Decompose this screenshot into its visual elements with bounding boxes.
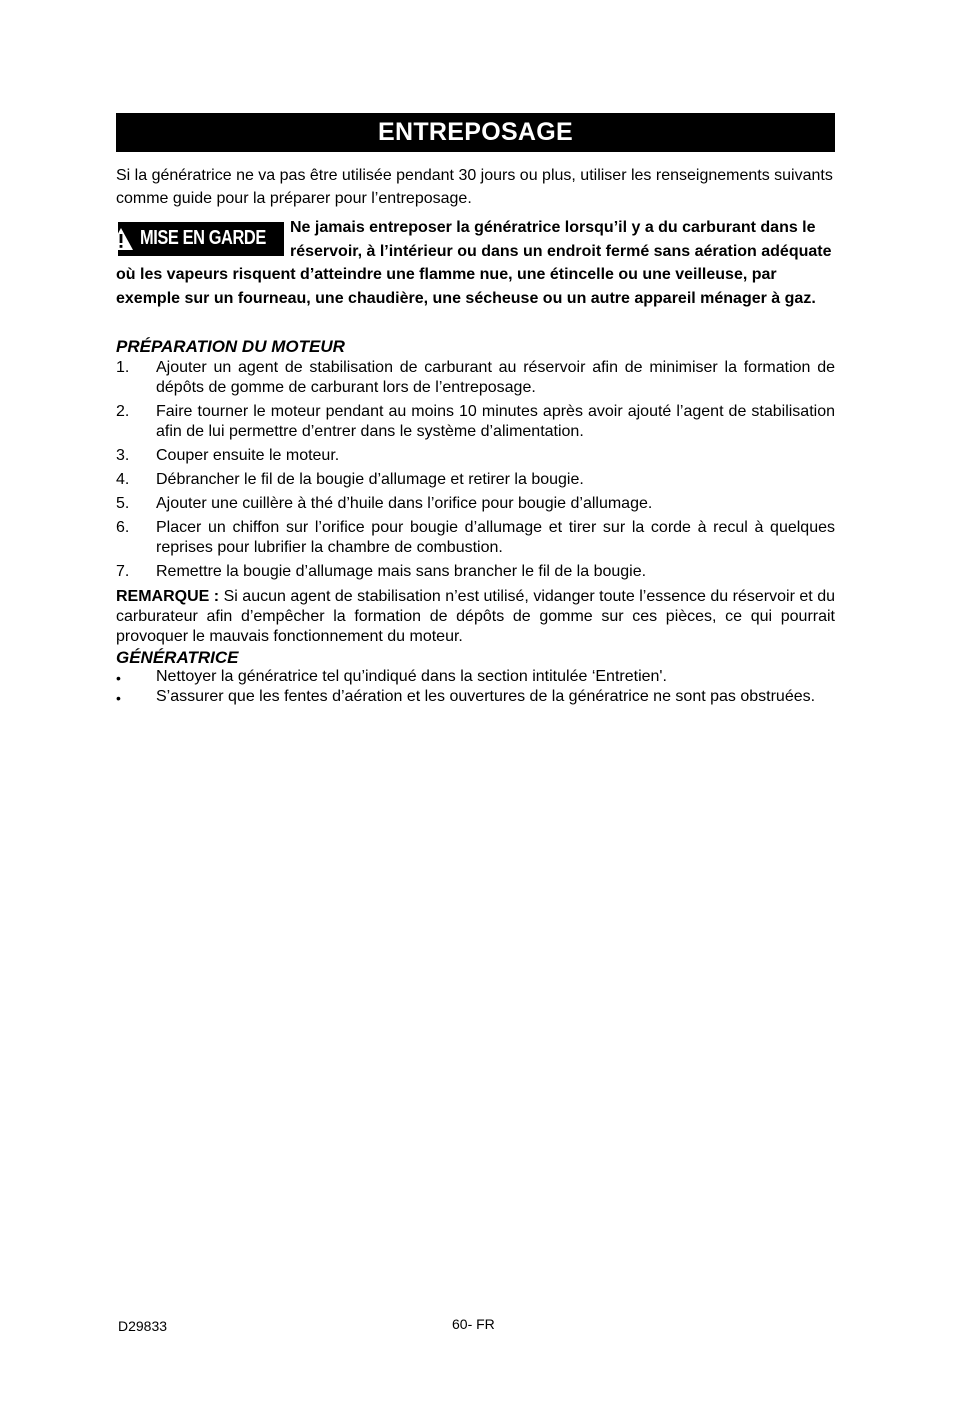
generator-bullets bbox=[116, 669, 835, 707]
note-text: Si aucun agent de stabilisation n’est utilisé, vidanger toute l’essence du réservoir et du carburateur afin d’empêcher la formation de dépôts de gomme sur ces pièces, ce qui pourrait provoquer le mauvais fonctionnement du moteur. bbox=[116, 588, 835, 645]
step-number: 1. bbox=[116, 359, 130, 376]
note-paragraph bbox=[116, 587, 835, 647]
step-number: 6. bbox=[116, 519, 130, 536]
list-item bbox=[116, 358, 835, 398]
engine-prep-steps bbox=[116, 358, 835, 582]
step-number: 7. bbox=[116, 563, 130, 580]
page-title: ENTREPOSAGE bbox=[378, 118, 573, 146]
list-item bbox=[116, 494, 835, 514]
step-text: Ajouter un agent de stabilisation de carburant au réservoir afin de minimiser la formation de dépôts de gomme de carburant lors de l’entreposage. bbox=[156, 359, 835, 396]
warning-badge-label: MISE EN GARDE bbox=[140, 227, 267, 250]
list-item bbox=[116, 562, 835, 582]
list-item bbox=[116, 689, 835, 707]
step-text: Débrancher le fil de la bougie d’allumage et retirer la bougie. bbox=[156, 471, 584, 488]
page-number: 60- FR bbox=[452, 1316, 495, 1332]
warning-block bbox=[116, 216, 835, 310]
step-text: Couper ensuite le moteur. bbox=[156, 447, 340, 464]
warning-triangle-icon bbox=[108, 227, 134, 251]
step-text: Ajouter une cuillère à thé d’huile dans l’orifice pour bougie d’allumage. bbox=[156, 495, 653, 512]
generator-heading: GÉNÉRATRICE bbox=[116, 648, 239, 667]
list-item bbox=[116, 402, 835, 442]
warning-text: Ne jamais entreposer la génératrice lorsqu’il y a du carburant dans le réservoir, à l’intérieur ou dans un endroit fermé sans aération adéquate où les vapeurs risquent d’atteindre une flamme nue, une étincelle ou une veilleuse, par exemple sur un fourneau, une chaudière, une sécheuse ou un autre appareil ménager à gaz. bbox=[116, 219, 832, 307]
note-label: REMARQUE : bbox=[116, 588, 220, 605]
list-item bbox=[116, 669, 835, 687]
bullet-icon: • bbox=[116, 670, 121, 686]
list-item bbox=[116, 518, 835, 558]
intro-paragraph: Si la génératrice ne va pas être utilisée pendant 30 jours ou plus, utiliser les renseignements suivants comme guide pour la préparer pour l’entreposage. bbox=[116, 167, 833, 207]
list-item bbox=[116, 446, 835, 466]
step-text: Remettre la bougie d’allumage mais sans brancher le fil de la bougie. bbox=[156, 563, 647, 580]
step-text: Faire tourner le moteur pendant au moins 10 minutes après avoir ajouté l’agent de stabilisation afin de lui permettre d’entrer dans le système d’alimentation. bbox=[156, 403, 835, 440]
list-item bbox=[116, 470, 835, 490]
page-content bbox=[116, 113, 835, 707]
document-code: D29833 bbox=[118, 1318, 168, 1334]
step-number: 4. bbox=[116, 471, 130, 488]
step-number: 2. bbox=[116, 403, 130, 420]
step-number: 3. bbox=[116, 447, 130, 464]
bullet-text: S’assurer que les fentes d’aération et les ouvertures de la génératrice ne sont pas obstruées. bbox=[156, 688, 816, 705]
bullet-icon: • bbox=[116, 690, 121, 706]
engine-prep-heading: PRÉPARATION DU MOTEUR bbox=[116, 337, 345, 356]
bullet-text: Nettoyer la génératrice tel qu’indiqué dans la section intitulée ‘Entretien'. bbox=[156, 668, 667, 685]
step-text: Placer un chiffon sur l’orifice pour bougie d’allumage et tirer sur la corde à recul à quelques reprises pour lubrifier la chambre de combustion. bbox=[156, 519, 835, 556]
section-banner bbox=[116, 113, 835, 152]
warning-badge bbox=[118, 222, 284, 256]
step-number: 5. bbox=[116, 495, 130, 512]
